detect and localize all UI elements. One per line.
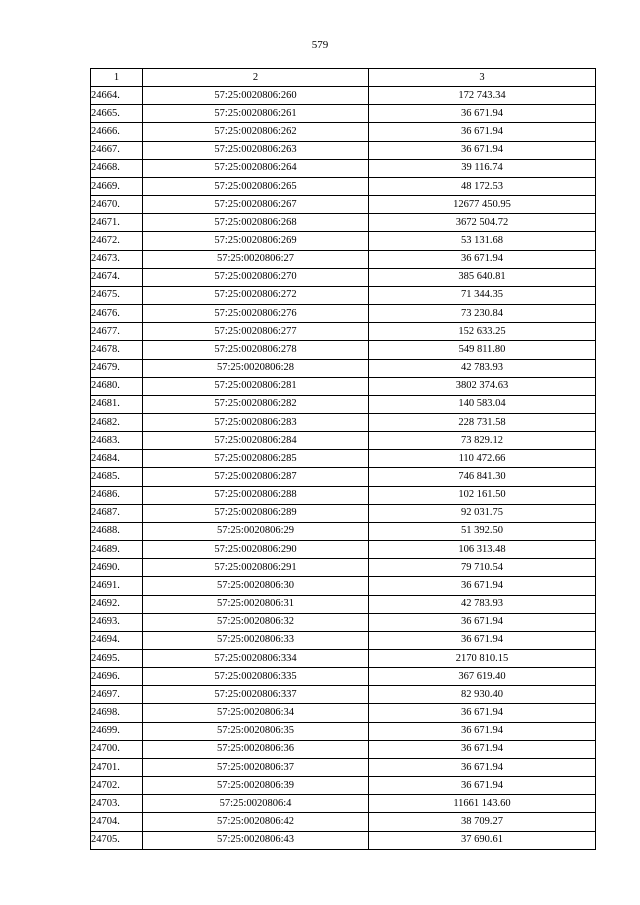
cadastral-number-cell: 57:25:0020806:260 xyxy=(143,87,369,105)
cadastral-number-cell: 57:25:0020806:269 xyxy=(143,232,369,250)
cadastral-value-cell: 36 671.94 xyxy=(369,577,596,595)
cadastral-number-cell: 57:25:0020806:281 xyxy=(143,377,369,395)
row-number-cell: 24676. xyxy=(91,305,143,323)
table-row xyxy=(91,486,596,504)
cadastral-value-cell: 36 671.94 xyxy=(369,105,596,123)
row-number-cell: 24677. xyxy=(91,323,143,341)
table-row xyxy=(91,177,596,195)
cadastral-value-table xyxy=(90,68,596,850)
cadastral-number-cell: 57:25:0020806:283 xyxy=(143,413,369,431)
cadastral-number-cell: 57:25:0020806:289 xyxy=(143,504,369,522)
row-number-cell: 24664. xyxy=(91,87,143,105)
table-row xyxy=(91,105,596,123)
row-number-cell: 24666. xyxy=(91,123,143,141)
row-number-cell: 24678. xyxy=(91,341,143,359)
row-number-cell: 24665. xyxy=(91,105,143,123)
cadastral-number-cell: 57:25:0020806:27 xyxy=(143,250,369,268)
row-number-cell: 24685. xyxy=(91,468,143,486)
row-number-cell: 24689. xyxy=(91,541,143,559)
row-number-cell: 24682. xyxy=(91,413,143,431)
row-number-cell: 24694. xyxy=(91,631,143,649)
cadastral-value-cell: 36 671.94 xyxy=(369,141,596,159)
row-number-cell: 24703. xyxy=(91,795,143,813)
cadastral-number-cell: 57:25:0020806:278 xyxy=(143,341,369,359)
row-number-cell: 24697. xyxy=(91,686,143,704)
table-row xyxy=(91,250,596,268)
page-number: 579 xyxy=(311,39,329,51)
cadastral-number-cell: 57:25:0020806:39 xyxy=(143,777,369,795)
table-row xyxy=(91,758,596,776)
row-number-cell: 24700. xyxy=(91,740,143,758)
cadastral-number-cell: 57:25:0020806:335 xyxy=(143,668,369,686)
cadastral-value-cell: 71 344.35 xyxy=(369,286,596,304)
table-row xyxy=(91,704,596,722)
cadastral-value-cell: 73 230.84 xyxy=(369,305,596,323)
cadastral-number-cell: 57:25:0020806:288 xyxy=(143,486,369,504)
cadastral-value-cell: 140 583.04 xyxy=(369,395,596,413)
cadastral-number-cell: 57:25:0020806:28 xyxy=(143,359,369,377)
row-number-cell: 24668. xyxy=(91,159,143,177)
table-header-row xyxy=(91,69,596,87)
table-row xyxy=(91,686,596,704)
cadastral-number-cell: 57:25:0020806:337 xyxy=(143,686,369,704)
table-row xyxy=(91,831,596,849)
cadastral-number-cell: 57:25:0020806:276 xyxy=(143,305,369,323)
row-number-cell: 24705. xyxy=(91,831,143,849)
cadastral-number-cell: 57:25:0020806:35 xyxy=(143,722,369,740)
cadastral-value-cell: 48 172.53 xyxy=(369,177,596,195)
row-number-cell: 24691. xyxy=(91,577,143,595)
cadastral-value-cell: 36 671.94 xyxy=(369,613,596,631)
cadastral-number-cell: 57:25:0020806:37 xyxy=(143,758,369,776)
table-body xyxy=(91,69,596,850)
cadastral-value-cell: 73 829.12 xyxy=(369,432,596,450)
table-row xyxy=(91,413,596,431)
cadastral-number-cell: 57:25:0020806:287 xyxy=(143,468,369,486)
cadastral-value-cell: 549 811.80 xyxy=(369,341,596,359)
table-row xyxy=(91,377,596,395)
cadastral-number-cell: 57:25:0020806:36 xyxy=(143,740,369,758)
table-row xyxy=(91,159,596,177)
cadastral-value-cell: 53 131.68 xyxy=(369,232,596,250)
row-number-cell: 24704. xyxy=(91,813,143,831)
table-row xyxy=(91,123,596,141)
row-number-cell: 24683. xyxy=(91,432,143,450)
table-row xyxy=(91,214,596,232)
table-row xyxy=(91,522,596,540)
row-number-cell: 24690. xyxy=(91,559,143,577)
table-row xyxy=(91,613,596,631)
table-row xyxy=(91,541,596,559)
table-row xyxy=(91,395,596,413)
row-number-cell: 24695. xyxy=(91,650,143,668)
cadastral-value-cell: 37 690.61 xyxy=(369,831,596,849)
cadastral-value-cell: 39 116.74 xyxy=(369,159,596,177)
cadastral-number-cell: 57:25:0020806:263 xyxy=(143,141,369,159)
cadastral-number-cell: 57:25:0020806:284 xyxy=(143,432,369,450)
row-number-cell: 24701. xyxy=(91,758,143,776)
cadastral-value-cell: 106 313.48 xyxy=(369,541,596,559)
row-number-cell: 24698. xyxy=(91,704,143,722)
cadastral-number-cell: 57:25:0020806:34 xyxy=(143,704,369,722)
column-header-cadastral-number: 2 xyxy=(143,69,369,87)
table-row xyxy=(91,722,596,740)
column-header-value: 3 xyxy=(369,69,596,87)
cadastral-number-cell: 57:25:0020806:32 xyxy=(143,613,369,631)
table-row xyxy=(91,286,596,304)
cadastral-number-cell: 57:25:0020806:272 xyxy=(143,286,369,304)
cadastral-number-cell: 57:25:0020806:33 xyxy=(143,631,369,649)
table-row xyxy=(91,777,596,795)
table-row xyxy=(91,650,596,668)
cadastral-value-cell: 79 710.54 xyxy=(369,559,596,577)
cadastral-value-cell: 92 031.75 xyxy=(369,504,596,522)
table-row xyxy=(91,341,596,359)
row-number-cell: 24688. xyxy=(91,522,143,540)
cadastral-value-cell: 82 930.40 xyxy=(369,686,596,704)
table-row xyxy=(91,577,596,595)
table-row xyxy=(91,268,596,286)
row-number-cell: 24669. xyxy=(91,177,143,195)
table-row xyxy=(91,450,596,468)
cadastral-value-cell: 152 633.25 xyxy=(369,323,596,341)
cadastral-value-cell: 367 619.40 xyxy=(369,668,596,686)
row-number-cell: 24674. xyxy=(91,268,143,286)
cadastral-value-cell: 110 472.66 xyxy=(369,450,596,468)
cadastral-number-cell: 57:25:0020806:264 xyxy=(143,159,369,177)
row-number-cell: 24680. xyxy=(91,377,143,395)
row-number-cell: 24672. xyxy=(91,232,143,250)
cadastral-value-cell: 36 671.94 xyxy=(369,777,596,795)
table-row xyxy=(91,631,596,649)
cadastral-value-cell: 2170 810.15 xyxy=(369,650,596,668)
cadastral-number-cell: 57:25:0020806:290 xyxy=(143,541,369,559)
table-row xyxy=(91,668,596,686)
table-row xyxy=(91,323,596,341)
cadastral-number-cell: 57:25:0020806:267 xyxy=(143,196,369,214)
cadastral-value-cell: 38 709.27 xyxy=(369,813,596,831)
table-row xyxy=(91,232,596,250)
table-row xyxy=(91,468,596,486)
cadastral-value-cell: 385 640.81 xyxy=(369,268,596,286)
table-row xyxy=(91,432,596,450)
cadastral-number-cell: 57:25:0020806:268 xyxy=(143,214,369,232)
cadastral-value-cell: 228 731.58 xyxy=(369,413,596,431)
table-row xyxy=(91,196,596,214)
row-number-cell: 24702. xyxy=(91,777,143,795)
row-number-cell: 24679. xyxy=(91,359,143,377)
cadastral-number-cell: 57:25:0020806:261 xyxy=(143,105,369,123)
row-number-cell: 24687. xyxy=(91,504,143,522)
cadastral-value-cell: 36 671.94 xyxy=(369,704,596,722)
table-row xyxy=(91,595,596,613)
cadastral-value-cell: 42 783.93 xyxy=(369,359,596,377)
cadastral-number-cell: 57:25:0020806:265 xyxy=(143,177,369,195)
cadastral-value-cell: 3802 374.63 xyxy=(369,377,596,395)
cadastral-value-cell: 36 671.94 xyxy=(369,740,596,758)
cadastral-number-cell: 57:25:0020806:4 xyxy=(143,795,369,813)
row-number-cell: 24670. xyxy=(91,196,143,214)
table-row xyxy=(91,740,596,758)
row-number-cell: 24693. xyxy=(91,613,143,631)
table-row xyxy=(91,559,596,577)
cadastral-number-cell: 57:25:0020806:42 xyxy=(143,813,369,831)
row-number-cell: 24667. xyxy=(91,141,143,159)
cadastral-number-cell: 57:25:0020806:43 xyxy=(143,831,369,849)
row-number-cell: 24696. xyxy=(91,668,143,686)
cadastral-value-cell: 11661 143.60 xyxy=(369,795,596,813)
cadastral-number-cell: 57:25:0020806:270 xyxy=(143,268,369,286)
cadastral-number-cell: 57:25:0020806:31 xyxy=(143,595,369,613)
cadastral-number-cell: 57:25:0020806:282 xyxy=(143,395,369,413)
cadastral-value-cell: 3672 504.72 xyxy=(369,214,596,232)
table-row xyxy=(91,359,596,377)
table-row xyxy=(91,795,596,813)
table-row xyxy=(91,504,596,522)
cadastral-number-cell: 57:25:0020806:30 xyxy=(143,577,369,595)
cadastral-value-cell: 102 161.50 xyxy=(369,486,596,504)
table-row xyxy=(91,87,596,105)
cadastral-value-cell: 36 671.94 xyxy=(369,631,596,649)
row-number-cell: 24686. xyxy=(91,486,143,504)
cadastral-value-cell: 51 392.50 xyxy=(369,522,596,540)
cadastral-value-cell: 36 671.94 xyxy=(369,758,596,776)
cadastral-value-cell: 746 841.30 xyxy=(369,468,596,486)
row-number-cell: 24673. xyxy=(91,250,143,268)
cadastral-number-cell: 57:25:0020806:262 xyxy=(143,123,369,141)
row-number-cell: 24684. xyxy=(91,450,143,468)
row-number-cell: 24699. xyxy=(91,722,143,740)
cadastral-number-cell: 57:25:0020806:334 xyxy=(143,650,369,668)
column-header-number: 1 xyxy=(91,69,143,87)
cadastral-number-cell: 57:25:0020806:277 xyxy=(143,323,369,341)
cadastral-number-cell: 57:25:0020806:29 xyxy=(143,522,369,540)
cadastral-number-cell: 57:25:0020806:285 xyxy=(143,450,369,468)
cadastral-value-cell: 172 743.34 xyxy=(369,87,596,105)
cadastral-value-cell: 42 783.93 xyxy=(369,595,596,613)
cadastral-value-cell: 36 671.94 xyxy=(369,250,596,268)
cadastral-value-cell: 36 671.94 xyxy=(369,722,596,740)
table-row xyxy=(91,305,596,323)
row-number-cell: 24692. xyxy=(91,595,143,613)
cadastral-value-cell: 12677 450.95 xyxy=(369,196,596,214)
row-number-cell: 24675. xyxy=(91,286,143,304)
row-number-cell: 24681. xyxy=(91,395,143,413)
table-row xyxy=(91,813,596,831)
cadastral-number-cell: 57:25:0020806:291 xyxy=(143,559,369,577)
row-number-cell: 24671. xyxy=(91,214,143,232)
cadastral-value-cell: 36 671.94 xyxy=(369,123,596,141)
table-row xyxy=(91,141,596,159)
